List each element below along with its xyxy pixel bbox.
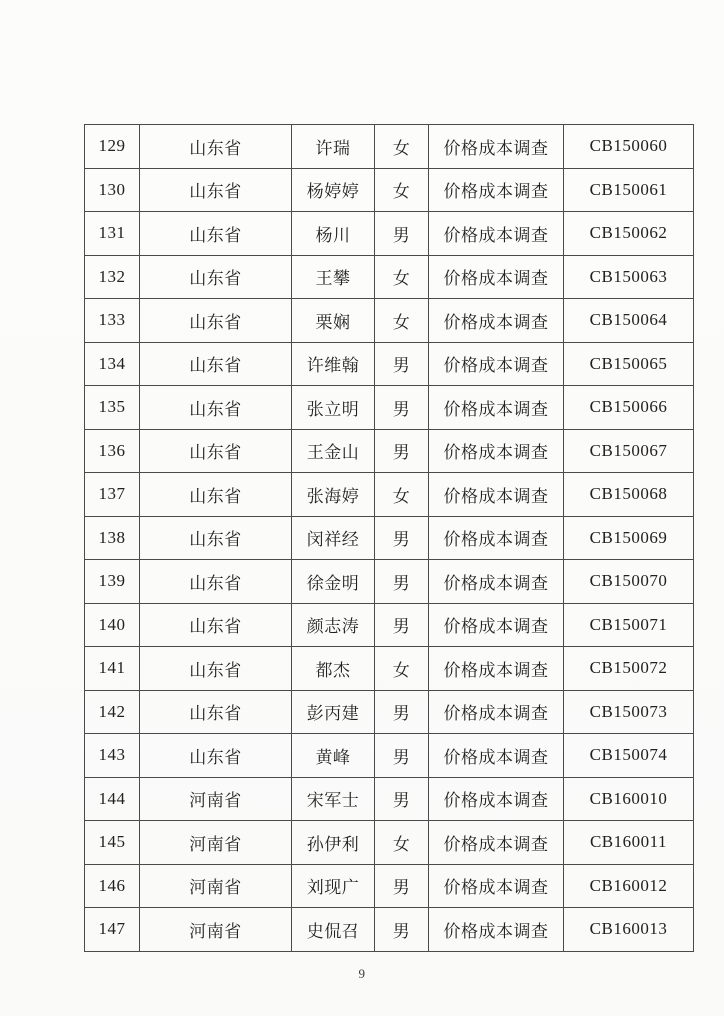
cell-cert: CB150073 [564, 690, 694, 734]
cell-name: 杨川 [292, 212, 375, 256]
cell-gender: 女 [375, 299, 429, 343]
cell-category: 价格成本调查 [429, 342, 564, 386]
cell-no: 143 [85, 734, 140, 778]
cell-gender: 女 [375, 821, 429, 865]
cell-province: 河南省 [140, 864, 292, 908]
cell-province: 山东省 [140, 734, 292, 778]
cell-no: 133 [85, 299, 140, 343]
cell-province: 山东省 [140, 212, 292, 256]
cell-province: 河南省 [140, 777, 292, 821]
cell-category: 价格成本调查 [429, 864, 564, 908]
cell-cert: CB150062 [564, 212, 694, 256]
cell-gender: 女 [375, 125, 429, 169]
cell-no: 132 [85, 255, 140, 299]
cell-province: 河南省 [140, 908, 292, 952]
cell-category: 价格成本调查 [429, 473, 564, 517]
table-row [85, 647, 694, 691]
page-number: 9 [358, 966, 366, 981]
cell-no: 138 [85, 516, 140, 560]
table-row [85, 212, 694, 256]
cell-no: 145 [85, 821, 140, 865]
cell-no: 140 [85, 603, 140, 647]
table-row [85, 255, 694, 299]
cell-name: 王金山 [292, 429, 375, 473]
cell-province: 山东省 [140, 299, 292, 343]
cell-gender: 男 [375, 429, 429, 473]
cell-cert: CB150068 [564, 473, 694, 517]
cell-name: 都杰 [292, 647, 375, 691]
cell-no: 134 [85, 342, 140, 386]
cell-category: 价格成本调查 [429, 777, 564, 821]
cell-gender: 男 [375, 777, 429, 821]
cell-cert: CB150072 [564, 647, 694, 691]
cell-cert: CB150069 [564, 516, 694, 560]
cell-category: 价格成本调查 [429, 386, 564, 430]
cell-province: 山东省 [140, 560, 292, 604]
cell-cert: CB150060 [564, 125, 694, 169]
table-row [85, 864, 694, 908]
cell-no: 144 [85, 777, 140, 821]
cell-province: 山东省 [140, 342, 292, 386]
cell-no: 136 [85, 429, 140, 473]
table-row [85, 821, 694, 865]
table-row [85, 690, 694, 734]
cell-category: 价格成本调查 [429, 168, 564, 212]
cell-cert: CB150067 [564, 429, 694, 473]
table-row [85, 342, 694, 386]
cell-province: 山东省 [140, 690, 292, 734]
cell-name: 杨婷婷 [292, 168, 375, 212]
cell-province: 山东省 [140, 386, 292, 430]
cell-category: 价格成本调查 [429, 299, 564, 343]
table-row [85, 603, 694, 647]
cell-province: 山东省 [140, 429, 292, 473]
table-row [85, 429, 694, 473]
cell-cert: CB150066 [564, 386, 694, 430]
cell-province: 山东省 [140, 168, 292, 212]
cell-province: 山东省 [140, 255, 292, 299]
cell-province: 河南省 [140, 821, 292, 865]
cell-name: 张立明 [292, 386, 375, 430]
cell-cert: CB150065 [564, 342, 694, 386]
cell-cert: CB160013 [564, 908, 694, 952]
cell-name: 栗娴 [292, 299, 375, 343]
table-row [85, 473, 694, 517]
cell-no: 146 [85, 864, 140, 908]
cell-name: 许瑞 [292, 125, 375, 169]
cell-gender: 女 [375, 647, 429, 691]
cell-category: 价格成本调查 [429, 908, 564, 952]
cell-no: 130 [85, 168, 140, 212]
cell-gender: 男 [375, 734, 429, 778]
cell-category: 价格成本调查 [429, 255, 564, 299]
cell-name: 闵祥经 [292, 516, 375, 560]
cell-name: 徐金明 [292, 560, 375, 604]
table-row [85, 299, 694, 343]
cell-no: 139 [85, 560, 140, 604]
cell-gender: 男 [375, 864, 429, 908]
cell-cert: CB150064 [564, 299, 694, 343]
cell-category: 价格成本调查 [429, 516, 564, 560]
cell-no: 129 [85, 125, 140, 169]
cell-gender: 男 [375, 516, 429, 560]
cell-category: 价格成本调查 [429, 734, 564, 778]
cell-cert: CB160012 [564, 864, 694, 908]
cell-cert: CB160011 [564, 821, 694, 865]
cell-gender: 男 [375, 386, 429, 430]
cell-cert: CB150063 [564, 255, 694, 299]
cell-no: 131 [85, 212, 140, 256]
cell-no: 135 [85, 386, 140, 430]
cell-province: 山东省 [140, 516, 292, 560]
cell-category: 价格成本调查 [429, 429, 564, 473]
cell-gender: 男 [375, 342, 429, 386]
cell-name: 许维翰 [292, 342, 375, 386]
cell-category: 价格成本调查 [429, 647, 564, 691]
cell-name: 黄峰 [292, 734, 375, 778]
cell-category: 价格成本调查 [429, 212, 564, 256]
cell-name: 刘现广 [292, 864, 375, 908]
table-row [85, 168, 694, 212]
table-row [85, 734, 694, 778]
cell-category: 价格成本调查 [429, 603, 564, 647]
cell-name: 彭丙建 [292, 690, 375, 734]
cell-no: 147 [85, 908, 140, 952]
cell-category: 价格成本调查 [429, 690, 564, 734]
cell-name: 史侃召 [292, 908, 375, 952]
cell-name: 孙伊利 [292, 821, 375, 865]
table-row [85, 560, 694, 604]
cell-gender: 男 [375, 690, 429, 734]
cell-no: 137 [85, 473, 140, 517]
table-row [85, 516, 694, 560]
cell-name: 宋军士 [292, 777, 375, 821]
cell-province: 山东省 [140, 125, 292, 169]
cell-name: 王攀 [292, 255, 375, 299]
cell-province: 山东省 [140, 473, 292, 517]
cell-province: 山东省 [140, 603, 292, 647]
cell-gender: 女 [375, 473, 429, 517]
cell-no: 142 [85, 690, 140, 734]
table-row [85, 386, 694, 430]
cell-province: 山东省 [140, 647, 292, 691]
cell-category: 价格成本调查 [429, 125, 564, 169]
cell-category: 价格成本调查 [429, 821, 564, 865]
cell-name: 颜志涛 [292, 603, 375, 647]
cell-gender: 男 [375, 908, 429, 952]
table-row [85, 777, 694, 821]
cell-cert: CB160010 [564, 777, 694, 821]
cell-cert: CB150070 [564, 560, 694, 604]
cell-cert: CB150061 [564, 168, 694, 212]
cell-category: 价格成本调查 [429, 560, 564, 604]
cell-gender: 女 [375, 255, 429, 299]
table-row [85, 908, 694, 952]
certificate-roster-table [84, 124, 694, 952]
cell-gender: 男 [375, 212, 429, 256]
table-body [85, 125, 694, 952]
cell-name: 张海婷 [292, 473, 375, 517]
cell-no: 141 [85, 647, 140, 691]
cell-gender: 男 [375, 603, 429, 647]
cell-cert: CB150071 [564, 603, 694, 647]
cell-gender: 女 [375, 168, 429, 212]
table-row [85, 125, 694, 169]
cell-cert: CB150074 [564, 734, 694, 778]
cell-gender: 男 [375, 560, 429, 604]
